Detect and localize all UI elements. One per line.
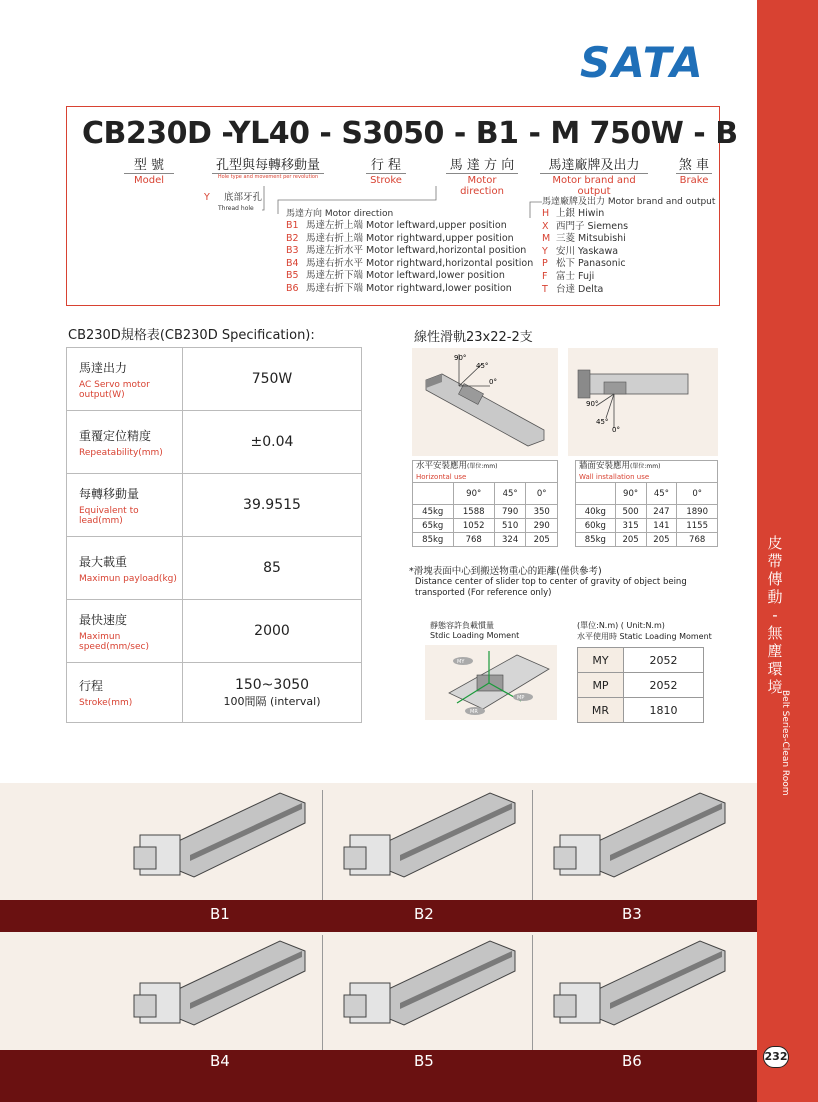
mini-table-row — [576, 519, 718, 533]
mini-col-header: 45° — [646, 483, 677, 505]
angle-90-label: 90° — [454, 354, 467, 362]
spec-key: 每轉移動量 Equivalent to lead(mm) — [67, 474, 183, 537]
brand-option — [542, 246, 618, 259]
label-band-bottom — [0, 1050, 757, 1102]
brand-text: 台達 Delta — [556, 283, 604, 295]
direction-code: B5 — [286, 270, 299, 282]
sata-logo: SATA — [580, 38, 705, 87]
moment-key: MY — [578, 648, 624, 673]
wall-use-table — [575, 460, 718, 547]
wall-angle-0-label: 0° — [612, 426, 620, 434]
spec-value: 39.9515 — [183, 474, 362, 537]
spec-value: 2000 — [183, 600, 362, 663]
label-model: 型 號 Model — [124, 154, 174, 186]
brand-option — [542, 233, 626, 246]
angle-0-label: 0° — [489, 378, 497, 386]
moment-key: MP — [578, 673, 624, 698]
side-tab-char: - — [772, 606, 778, 624]
thread-option-en: Thread hole — [218, 205, 254, 212]
mini-cell: 790 — [494, 505, 526, 519]
moment-mr-label: MR — [470, 709, 478, 715]
spec-row — [67, 348, 362, 411]
variant-label-b1: B1 — [210, 905, 230, 923]
variant-label-b6: B6 — [622, 1052, 642, 1070]
mini-cell: 60kg — [576, 519, 616, 533]
mini-cell: 350 — [526, 505, 558, 519]
mini-table-row — [413, 519, 558, 533]
horizontal-use-table — [412, 460, 558, 547]
mini-table-row — [576, 533, 718, 547]
direction-code: B1 — [286, 220, 299, 231]
mini-cell: 500 — [615, 505, 646, 519]
spec-row — [67, 537, 362, 600]
variant-label-b5: B5 — [414, 1052, 434, 1070]
mini-table-row — [576, 505, 718, 519]
brand-text: 富士 Fuji — [556, 271, 595, 282]
spec-key: 最大載重 Maximun payload(kg) — [67, 537, 183, 600]
mini-col-header: 90° — [453, 483, 494, 505]
actuator-render — [344, 941, 515, 1025]
brand-option — [542, 271, 594, 284]
moment-value: 2052 — [624, 673, 704, 698]
mini-cell: 324 — [494, 533, 526, 547]
side-tab-char: 傳 — [767, 570, 783, 588]
direction-option — [286, 270, 505, 283]
horizontal-mount-figure — [412, 348, 558, 456]
label-motor-brand: 馬達廠牌及出力 Motor brand and output — [540, 154, 648, 197]
variant-label-b2: B2 — [414, 905, 434, 923]
moment-key: MR — [578, 698, 624, 723]
label-band-top — [0, 900, 757, 932]
page-number: 232 — [763, 1046, 789, 1068]
label-motor-direction: 馬 達 方 向 Motor direction — [446, 154, 518, 197]
direction-code: B2 — [286, 232, 299, 244]
brand-text: 三菱 Mitsubishi — [556, 233, 626, 245]
moment-unit: (單位:N.m) ( Unit:N.m) 水平使用時 Static Loading Moment — [577, 621, 712, 641]
moment-row — [578, 673, 704, 698]
side-tab-title — [763, 534, 787, 696]
wall-mount-figure — [568, 348, 718, 456]
moment-row — [578, 648, 704, 673]
brand-code: T — [542, 283, 548, 295]
direction-option — [286, 258, 533, 271]
label-stroke: 行 程 Stroke — [366, 154, 406, 186]
brand-code: Y — [542, 245, 548, 257]
side-tab-char: 無 — [767, 624, 783, 642]
mini-cell: 141 — [646, 519, 677, 533]
spec-value-sub: 100間隔 (interval) — [223, 694, 321, 708]
mini-cell: 65kg — [413, 519, 454, 533]
rail-title: 線性滑軌23x22-2支 — [414, 330, 533, 345]
spec-value: 150~3050 100間隔 (interval) — [183, 663, 362, 723]
moment-my-label: MY — [457, 659, 465, 665]
spec-table — [66, 347, 362, 723]
direction-option — [286, 220, 507, 233]
spec-key: 馬達出力 AC Servo motor output(W) — [67, 348, 183, 411]
spec-key: 行程 Stroke(mm) — [67, 663, 183, 723]
mini-cell: 205 — [526, 533, 558, 547]
mini-col-header: 0° — [677, 483, 718, 505]
side-tab-char: 境 — [767, 678, 783, 696]
brand-text: 安川 Yaskawa — [556, 245, 619, 257]
actuator-render — [344, 793, 515, 877]
moment-value: 1810 — [624, 698, 704, 723]
side-tab-char: 環 — [767, 660, 783, 678]
brand-text: 上銀 Hiwin — [556, 208, 605, 219]
mini-cell: 315 — [615, 519, 646, 533]
distance-note: *滑塊表面中心到搬送物重心的距離(僅供參考) Distance center of slider top to center of gravity of object being transported (For reference only) — [409, 566, 687, 598]
mini-cell: 290 — [526, 519, 558, 533]
mini-col-header — [413, 483, 454, 505]
label-brake: 煞 車 Brake — [676, 154, 712, 186]
moment-title: 靜態容許負載慣量 Stdic Loading Moment — [430, 621, 520, 640]
actuator-render — [554, 941, 725, 1025]
actuator-render — [134, 941, 305, 1025]
spec-row — [67, 474, 362, 537]
mini-cell: 45kg — [413, 505, 454, 519]
direction-code: B3 — [286, 245, 299, 257]
mini-cell: 510 — [494, 519, 526, 533]
model-code-title: CB230D -YL40 - S3050 - B1 - M 750W - B — [82, 116, 738, 151]
brand-option — [542, 208, 604, 221]
brand-option — [542, 221, 628, 234]
brand-code: M — [542, 233, 551, 245]
mini-cell: 768 — [453, 533, 494, 547]
variant-label-b4: B4 — [210, 1052, 230, 1070]
moment-table — [577, 647, 704, 723]
brand-code: F — [542, 271, 548, 282]
brand-text: 松下 Panasonic — [556, 258, 626, 270]
spec-row — [67, 600, 362, 663]
direction-text: 馬達右折上端 Motor rightward,upper position — [306, 232, 514, 244]
direction-text: 馬達左折水平 Motor leftward,horizontal position — [306, 245, 527, 257]
actuator-render — [134, 793, 305, 877]
wall-angle-45-label: 45° — [596, 418, 609, 426]
mini-cell: 85kg — [413, 533, 454, 547]
mini-col-header: 45° — [494, 483, 526, 505]
side-tab-char: 帶 — [767, 552, 783, 570]
moment-mp-label: MP — [517, 695, 525, 701]
mini-col-header: 0° — [526, 483, 558, 505]
direction-text: 馬達左折下端 Motor leftward,lower position — [306, 270, 505, 282]
direction-option — [286, 233, 514, 246]
moment-row — [578, 698, 704, 723]
direction-option — [286, 283, 512, 296]
moment-value: 2052 — [624, 648, 704, 673]
variant-label-b3: B3 — [622, 905, 642, 923]
brand-option — [542, 284, 603, 297]
mini-col-header: 90° — [615, 483, 646, 505]
mini-cell: 205 — [615, 533, 646, 547]
spec-title: CB230D規格表(CB230D Specification): — [68, 328, 315, 343]
mini-table-head: 水平安裝應用(單位:mm) Horizontal use — [413, 461, 558, 483]
direction-text: 馬達右折下端 Motor rightward,lower position — [306, 283, 512, 294]
mini-col-header — [576, 483, 616, 505]
mini-cell: 1155 — [677, 519, 718, 533]
actuator-render — [554, 793, 725, 877]
side-tab-subtitle: Belt Series-Clean Room — [780, 690, 790, 796]
thread-option: Y 底部牙孔 — [204, 192, 263, 203]
mini-cell: 1890 — [677, 505, 718, 519]
mini-cell: 1052 — [453, 519, 494, 533]
side-tab-char: 塵 — [767, 642, 783, 660]
spec-key: 最快速度 Maximun speed(mm/sec) — [67, 600, 183, 663]
direction-code: B6 — [286, 283, 299, 294]
direction-text: 馬達左折上端 Motor leftward,upper position — [306, 220, 507, 231]
direction-option — [286, 245, 526, 258]
direction-text: 馬達右折水平 Motor rightward,horizontal position — [306, 257, 534, 269]
spec-row — [67, 663, 362, 723]
moment-figure — [425, 645, 557, 720]
mini-table-row — [413, 505, 558, 519]
spec-key: 重覆定位精度 Repeatability(mm) — [67, 411, 183, 474]
mini-cell: 247 — [646, 505, 677, 519]
side-tab-char: 動 — [767, 588, 783, 606]
mini-cell: 40kg — [576, 505, 616, 519]
label-hole-type: 孔型與每轉移動量 Hole type and movement per revolution — [212, 154, 324, 180]
brand-option — [542, 258, 626, 271]
mini-cell: 205 — [646, 533, 677, 547]
mini-table-row — [413, 533, 558, 547]
mini-cell: 1588 — [453, 505, 494, 519]
direction-head: 馬達方向 Motor direction — [286, 209, 394, 219]
angle-45-label: 45° — [476, 362, 489, 370]
direction-code: B4 — [286, 257, 299, 269]
brand-head: 馬達廠牌及出力 Motor brand and output — [542, 197, 716, 207]
mini-table-head: 牆面安裝應用(單位:mm) Wall installation use — [576, 461, 718, 483]
brand-code: X — [542, 220, 549, 232]
wall-angle-90-label: 90° — [586, 400, 599, 408]
spec-value: 85 — [183, 537, 362, 600]
mini-cell: 768 — [677, 533, 718, 547]
spec-row — [67, 411, 362, 474]
brand-code: H — [542, 208, 550, 219]
spec-value: ±0.04 — [183, 411, 362, 474]
brand-code: P — [542, 258, 548, 270]
mini-cell: 85kg — [576, 533, 616, 547]
spec-value: 750W — [183, 348, 362, 411]
brand-text: 西門子 Siemens — [556, 220, 629, 232]
side-tab-char: 皮 — [767, 534, 783, 552]
